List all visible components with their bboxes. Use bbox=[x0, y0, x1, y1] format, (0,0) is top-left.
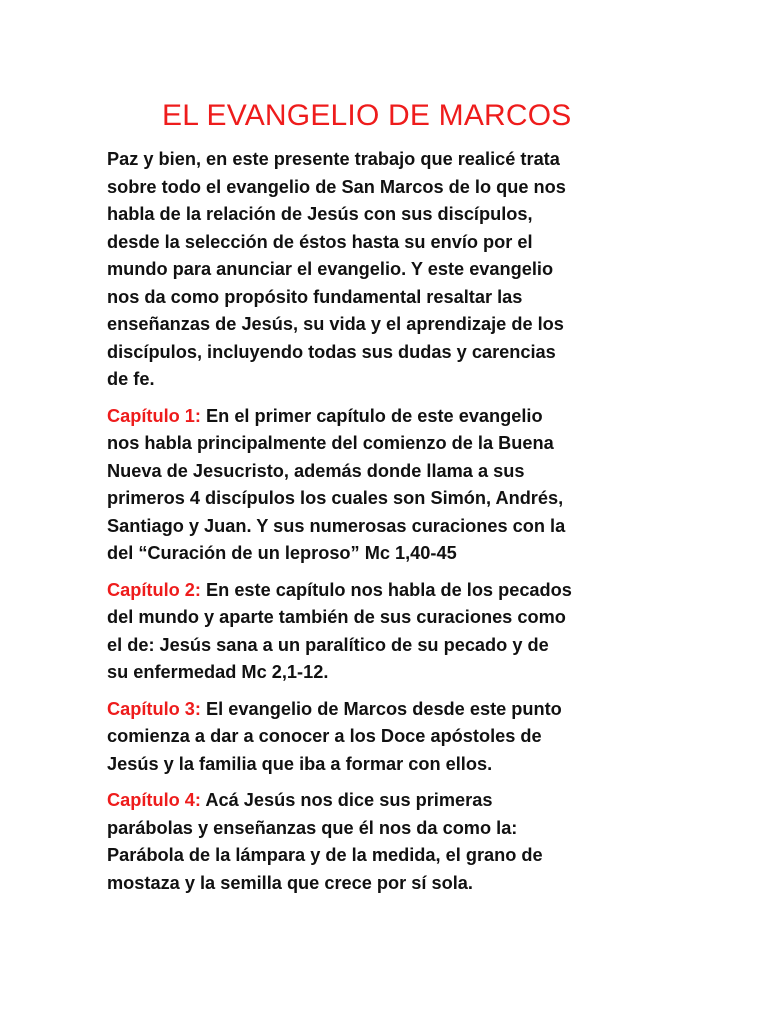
intro-line: mundo para anunciar el evangelio. Y este evangelio bbox=[107, 259, 554, 279]
chapter-4-label: Capítulo 4: bbox=[107, 790, 201, 810]
intro-line: desde la selección de éstos hasta su envío por el bbox=[107, 231, 533, 252]
chapter-1-line: primeros 4 discípulos los cuales son Simón, Andrés, bbox=[107, 488, 564, 508]
chapter-2-first-text: En este capítulo nos habla de los pecados bbox=[200, 579, 572, 600]
intro-line: discípulos, incluyendo todas sus dudas y carencias bbox=[107, 341, 556, 362]
chapter-1-line: Nueva de Jesucristo, además donde llama a sus bbox=[107, 460, 525, 481]
chapter-3-line: comienza a dar a conocer a los Doce apóstoles de bbox=[107, 726, 542, 746]
document-body bbox=[107, 146, 667, 906]
intro-line: habla de la relación de Jesús con sus discípulos, bbox=[107, 204, 533, 224]
chapter-3-label: Capítulo 3: bbox=[107, 698, 201, 719]
chapter-1-first-text: En el primer capítulo de este evangelio bbox=[200, 405, 543, 426]
chapter-2-line: del mundo y aparte también de sus curaciones como bbox=[107, 607, 566, 627]
chapter-2-line: el de: Jesús sana a un paralítico de su pecado y de bbox=[107, 634, 549, 655]
chapter-3-line: Jesús y la familia que iba a formar con ellos. bbox=[107, 753, 493, 774]
intro-line: enseñanzas de Jesús, su vida y el aprendizaje de los bbox=[107, 314, 564, 334]
intro-line: nos da como propósito fundamental resaltar las bbox=[107, 286, 523, 307]
chapter-4-line: Parábola de la lámpara y de la medida, el grano de bbox=[107, 845, 543, 865]
chapter-1-paragraph bbox=[107, 403, 667, 568]
chapter-4-first-line bbox=[107, 787, 667, 815]
chapter-3-first-text: El evangelio de Marcos desde este punto bbox=[200, 698, 562, 719]
chapter-1-line: nos habla principalmente del comienzo de la Buena bbox=[107, 433, 554, 453]
chapter-2-line: su enfermedad Mc 2,1-12. bbox=[107, 662, 329, 682]
chapter-4-first-text: Acá Jesús nos dice sus primeras bbox=[200, 790, 493, 810]
chapter-4-line: parábolas y enseñanzas que él nos da como la: bbox=[107, 817, 518, 838]
chapter-1-label: Capítulo 1: bbox=[107, 405, 201, 426]
intro-line: Paz y bien, en este presente trabajo que realicé trata bbox=[107, 149, 560, 169]
chapter-1-line: Santiago y Juan. Y sus numerosas curaciones con la bbox=[107, 515, 566, 536]
chapter-1-line: del “Curación de un leproso” Mc 1,40-45 bbox=[107, 543, 457, 563]
chapter-2-label: Capítulo 2: bbox=[107, 579, 201, 600]
chapter-4-line: mostaza y la semilla que crece por sí sola. bbox=[107, 872, 473, 893]
intro-paragraph bbox=[107, 146, 667, 394]
chapter-3-first-line bbox=[107, 696, 667, 724]
chapter-4-paragraph bbox=[107, 787, 667, 897]
chapter-3-paragraph bbox=[107, 696, 667, 779]
chapter-1-first-line bbox=[107, 403, 667, 431]
intro-line: sobre todo el evangelio de San Marcos de lo que nos bbox=[107, 176, 566, 197]
page-title: EL EVANGELIO DE MARCOS bbox=[162, 99, 572, 132]
chapter-2-paragraph bbox=[107, 577, 667, 687]
chapter-2-first-line bbox=[107, 577, 667, 605]
intro-line: de fe. bbox=[107, 369, 155, 389]
